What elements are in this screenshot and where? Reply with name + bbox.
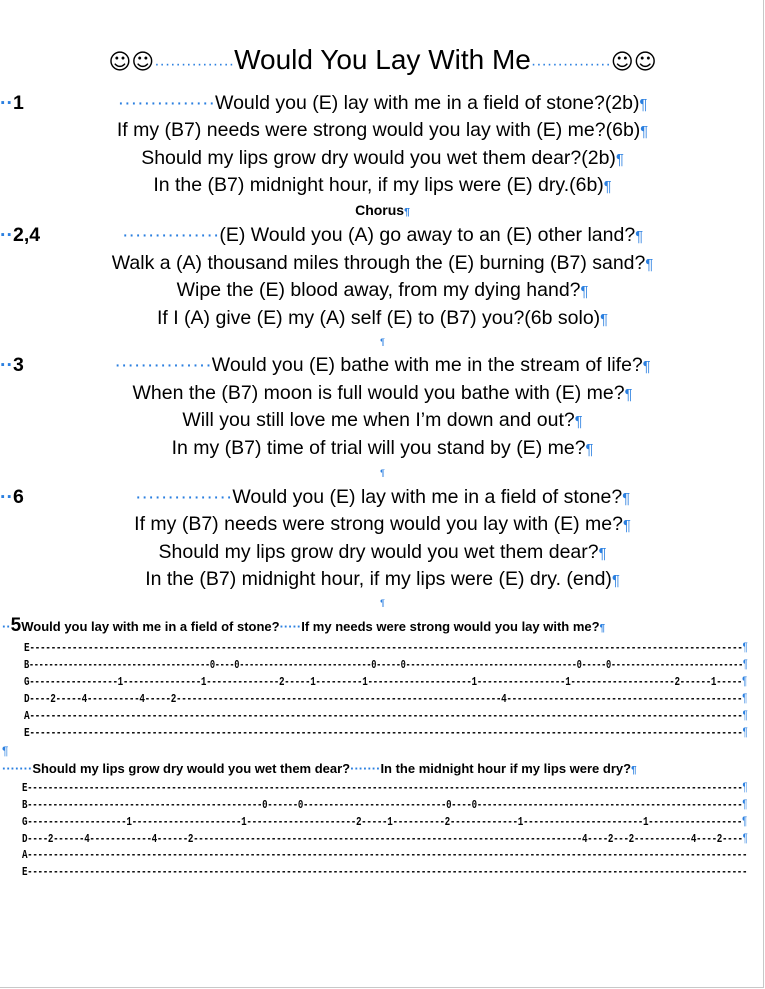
pilcrow-icon: ¶ (2, 744, 8, 758)
pilcrow-icon: ¶ (640, 124, 649, 140)
verse-number-label: ··1 (0, 92, 24, 114)
empty-paragraph (0, 465, 765, 479)
pilcrow-icon: ¶ (600, 312, 609, 328)
pilcrow-icon: ¶ (631, 765, 637, 776)
pilcrow-icon: ¶ (380, 337, 385, 347)
tab-string-line: D----2------4------------4------2---------------------------------------------------------------------------4----2---2-----------4----2----¶ (22, 831, 748, 846)
tab-string-line: E--------------------------------------------------------------------------------------------------------------------------------------¶ (24, 725, 748, 740)
lyric-line: ···············Would you (E) lay with me in a field of stone?¶ (134, 486, 631, 508)
pilcrow-icon: ¶ (645, 257, 654, 273)
tab-lyric-header: ·······Should my lips grow dry would you wet them dear?·······In the midnight hour if my lips were dry?¶ (2, 761, 637, 776)
pilcrow-icon: ¶ (742, 814, 747, 828)
lyric-line: ···············(E) Would you (A) go away to an (E) other land?¶ (121, 224, 644, 246)
pilcrow-icon: ¶ (603, 179, 612, 195)
tab-string-line: E------------------------------------------------------------------------------------------------------------------------------------------- (22, 865, 748, 879)
tab-lyric-header: ··5Would you lay with me in a field of stone?·····If my needs were strong would you lay with me?¶ (2, 615, 606, 636)
pilcrow-icon: ¶ (742, 725, 748, 739)
verse-number-label: ··2,4 (0, 224, 41, 246)
lyric-line: Should my lips grow dry would you wet them dear?(2b)¶ (141, 147, 624, 169)
pilcrow-icon: ¶ (742, 691, 747, 705)
pilcrow-icon: ¶ (742, 674, 747, 688)
tab-string-line: A--------------------------------------------------------------------------------------------------------------------------------------¶ (24, 708, 748, 723)
verse-number-label: ··6 (0, 486, 24, 508)
lyric-line: Walk a (A) thousand miles through the (E) burning (B7) sand?¶ (111, 252, 654, 274)
tab-string-line: E-------------------------------------------------------------------------------------------------------------------------------------------¶ (22, 780, 748, 795)
tab-string-line: A------------------------------------------------------------------------------------------------------------------------------------------- (22, 848, 748, 862)
empty-paragraph (2, 743, 8, 760)
verse-number-label: ··3 (0, 354, 24, 376)
chorus-label: Chorus¶ (355, 202, 410, 218)
lyric-line: In my (B7) time of trial will you stand by (E) me?¶ (171, 437, 594, 459)
dot-leader: ··············· (530, 56, 611, 73)
empty-paragraph (0, 334, 765, 348)
tab-string-line: G-----------------1---------------1--------------2-----1---------1--------------------1-----------------1--------------------2------1-----¶ (24, 674, 747, 689)
lyric-line: ···············Would you (E) bathe with me in the stream of life?¶ (114, 354, 651, 376)
pilcrow-icon: ¶ (742, 780, 748, 794)
pilcrow-icon: ¶ (599, 623, 606, 634)
pilcrow-icon: ¶ (380, 468, 385, 478)
lyric-line: If my (B7) needs were strong would you lay with (E) me?¶ (134, 513, 631, 535)
empty-paragraph (0, 595, 765, 609)
verse-number: 6 (13, 486, 24, 508)
tab-string-line: B-------------------------------------0----0---------------------------0-----0-----------------------------------0-----0---------------------------¶ (24, 657, 748, 672)
tab-string-line: D----2-----4----------4-----2--------------------------------------------------------------4---------------------------------------------¶ (24, 691, 747, 706)
pilcrow-icon: ¶ (598, 546, 607, 562)
tab-string-line: G-------------------1---------------------1---------------------2-----1----------2-------------1-----------------------1------------------¶ (22, 814, 747, 829)
lyric-line: In the (B7) midnight hour, if my lips were (E) dry. (end)¶ (145, 568, 620, 590)
pilcrow-icon: ¶ (642, 359, 651, 375)
pilcrow-icon: ¶ (742, 708, 748, 722)
lyric-line: Will you still love me when I’m down and out?¶ (182, 409, 583, 431)
pilcrow-icon: ¶ (611, 573, 620, 589)
lyric-line: ···············Would you (E) lay with me in a field of stone?(2b)¶ (117, 92, 648, 114)
pilcrow-icon: ¶ (404, 206, 410, 218)
tab-string-line: E--------------------------------------------------------------------------------------------------------------------------------------¶ (24, 640, 748, 655)
pilcrow-icon: ¶ (742, 640, 748, 654)
pilcrow-icon: ¶ (585, 442, 594, 458)
pilcrow-icon: ¶ (742, 657, 748, 671)
lyric-line: If my (B7) needs were strong would you lay with (E) me?(6b)¶ (116, 119, 649, 141)
tab-string-line: B----------------------------------------------0------0----------------------------0----0----------------------------------------------------¶ (22, 797, 747, 812)
lyric-line: Should my lips grow dry would you wet them dear?¶ (158, 541, 607, 563)
verse-number: 1 (13, 92, 24, 114)
title-row (0, 44, 765, 84)
pilcrow-icon: ¶ (635, 229, 644, 245)
pilcrow-icon: ¶ (624, 387, 633, 403)
lyric-line: In the (B7) midnight hour, if my lips were (E) dry.(6b)¶ (153, 174, 612, 196)
smiley-icons-left: ☺☺ (108, 50, 155, 75)
dot-leader: ··············· (154, 56, 235, 73)
pilcrow-icon: ¶ (622, 491, 631, 507)
verse-number: 2,4 (13, 224, 41, 246)
pilcrow-icon: ¶ (742, 831, 748, 845)
smiley-icons-right: ☺☺ (610, 50, 657, 75)
pilcrow-icon: ¶ (639, 97, 648, 113)
pilcrow-icon: ¶ (742, 797, 747, 811)
pilcrow-icon: ¶ (622, 518, 631, 534)
verse-number: 5 (10, 615, 22, 636)
lyric-line: If I (A) give (E) my (A) self (E) to (B7) you?(6b solo)¶ (156, 307, 609, 329)
song-title: Would You Lay With Me (234, 44, 531, 75)
pilcrow-icon: ¶ (380, 598, 385, 608)
pilcrow-icon: ¶ (580, 284, 589, 300)
lyric-line: Wipe the (E) blood away, from my dying hand?¶ (176, 279, 589, 301)
pilcrow-icon: ¶ (615, 152, 624, 168)
pilcrow-icon: ¶ (574, 414, 583, 430)
lyric-line: When the (B7) moon is full would you bathe with (E) me?¶ (132, 382, 633, 404)
verse-number: 3 (13, 354, 24, 376)
